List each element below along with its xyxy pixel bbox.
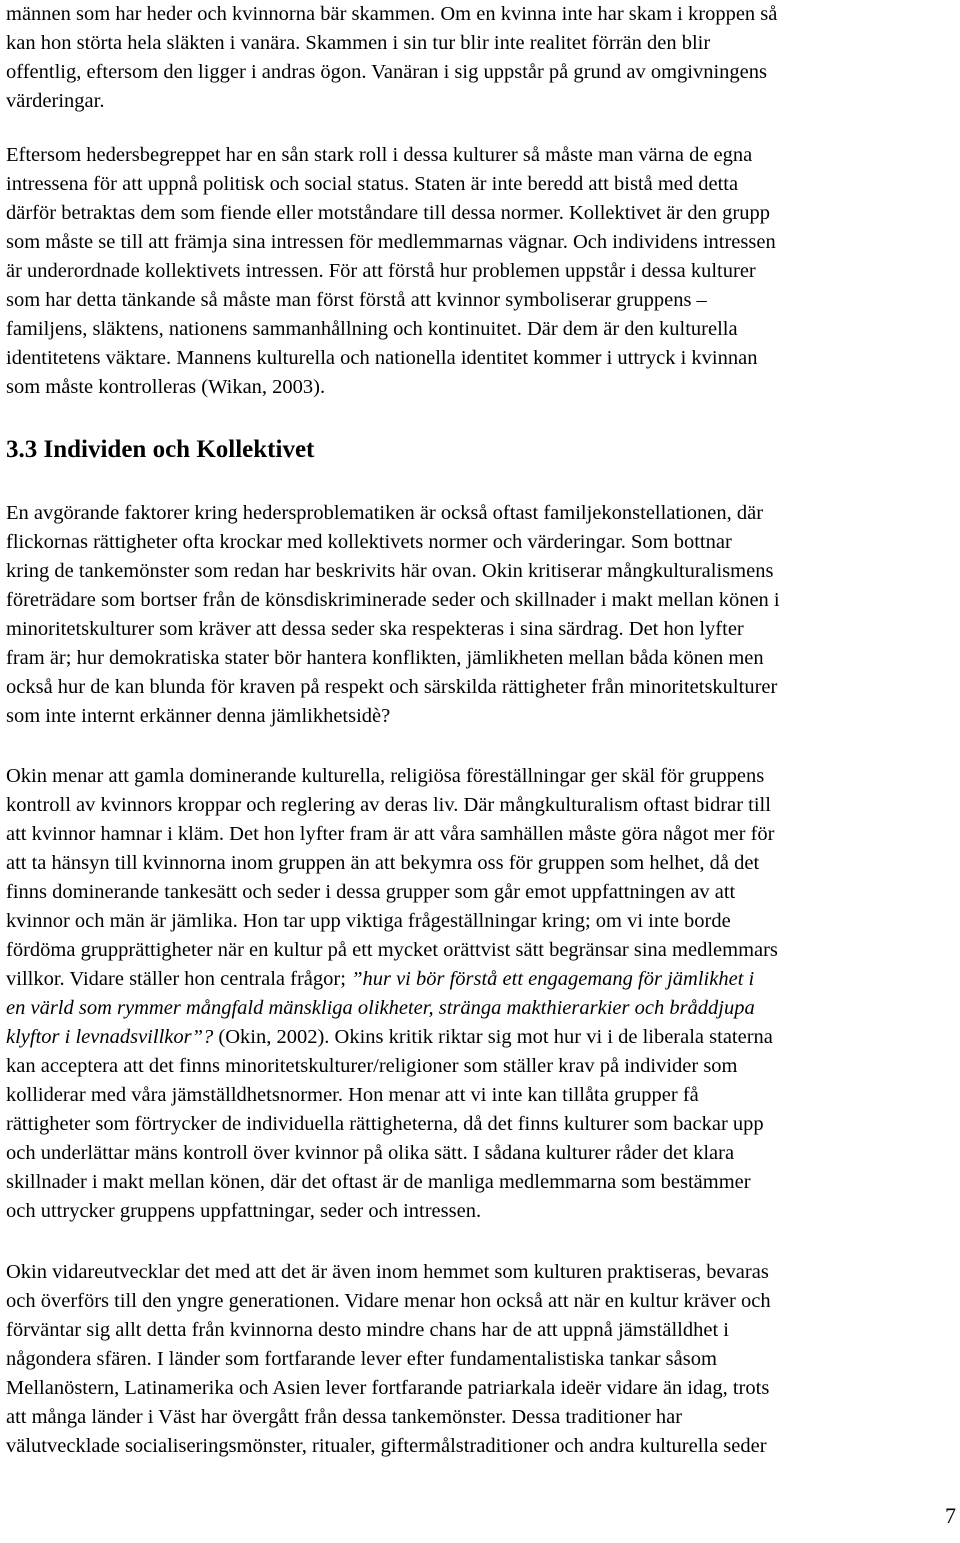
text-line: att kvinnor hamnar i kläm. Det hon lyfter fram är att våra samhällen måste göra något mer för <box>6 823 775 845</box>
text-line: finns dominerande tankesätt och seder i dessa grupper som går emot uppfattningen av att <box>6 881 736 903</box>
text-line: värderingar. <box>6 90 105 112</box>
text-line: kan acceptera att det finns minoritetskulturer/religioner som ställer krav på individer som <box>6 1055 738 1077</box>
text-segment: villkor. Vidare ställer hon centrala frågor; <box>6 968 352 990</box>
text-line: Okin menar att gamla dominerande kulturella, religiösa föreställningar ger skäl för gruppens <box>6 765 765 787</box>
text-line: är underordnade kollektivets intressen. För att förstå hur problemen uppstår i dessa kulturer <box>6 260 756 282</box>
text-line: som måste se till att främja sina intressen för medlemmarnas vägnar. Och individens intressen <box>6 231 776 253</box>
text-line: skillnader i makt mellan könen, där det oftast är de manliga medlemmarna som bestämmer <box>6 1171 751 1193</box>
page-number: 7 <box>945 1503 956 1528</box>
text-line: förväntar sig allt detta från kvinnorna desto mindre chans har de att uppnå jämställdhet i <box>6 1319 729 1341</box>
paragraph-5 <box>6 1258 771 1461</box>
text-line: rättigheter som förtrycker de individuella rättigheterna, då det finns kulturer som backar upp <box>6 1113 764 1135</box>
text-line: och överförs till den yngre generationen. Vidare menar hon också att när en kultur kräver och <box>6 1290 771 1312</box>
italic-quote: klyftor i levnadsvillkor”? <box>6 1026 214 1048</box>
text-line-mixed <box>6 965 778 994</box>
text-segment: (Okin, 2002). Okins kritik riktar sig mot hur vi i de liberala staterna <box>213 1026 773 1048</box>
text-line: flickornas rättigheter ofta krockar med kollektivets normer och värderingar. Som bottnar <box>6 531 732 553</box>
text-line: minoritetskulturer som kräver att dessa seder ska respekteras i sina särdrag. Det hon lyfter <box>6 618 744 640</box>
italic-quote-line: en värld som rymmer mångfald mänskliga olikheter, stränga makthierarkier och bråddjupa <box>6 997 755 1019</box>
text-line: kontroll av kvinnors kroppar och reglering av deras liv. Där mångkulturalism oftast bidrar till <box>6 794 771 816</box>
section-heading: 3.3 Individen och Kollektivet <box>6 436 315 463</box>
text-line: företrädare som bortser från de könsdiskriminerade seder och skillnader i makt mellan könen i <box>6 589 780 611</box>
text-line: intressena för att uppnå politisk och social status. Staten är inte beredd att bistå med detta <box>6 173 739 195</box>
text-line: kvinnor och män är jämlika. Hon tar upp viktiga frågeställningar kring; om vi inte borde <box>6 910 731 932</box>
text-line: och uttrycker gruppens uppfattningar, seder och intressen. <box>6 1200 482 1222</box>
paragraph-3 <box>6 499 780 731</box>
text-line: Okin vidareutvecklar det med att det är även inom hemmet som kulturen praktiseras, bevaras <box>6 1261 769 1283</box>
text-line: identitetens väktare. Mannens kulturella och nationella identitet kommer i uttryck i kvinnan <box>6 347 758 369</box>
text-line: familjens, släktens, nationens sammanhållning och kontinuitet. Där dem är den kulturella <box>6 318 738 340</box>
text-line: välutvecklade socialiseringsmönster, ritualer, giftermålstraditioner och andra kulturella seder <box>6 1435 767 1457</box>
text-line: att ta hänsyn till kvinnorna inom gruppen än att bekymra oss för gruppen som helhet, då det <box>6 852 760 874</box>
text-line: någondera sfären. I länder som fortfarande lever efter fundamentalistiska tankar såsom <box>6 1348 717 1370</box>
text-line: Mellanöstern, Latinamerika och Asien lever fortfarande patriarkala ideër vidare än idag, trots <box>6 1377 770 1399</box>
text-line: männen som har heder och kvinnorna bär skammen. Om en kvinna inte har skam i kroppen så <box>6 3 778 25</box>
paragraph-1 <box>6 0 777 116</box>
text-line: kan hon störta hela släkten i vanära. Skammen i sin tur blir inte realitet förrän den blir <box>6 32 711 54</box>
text-line: att många länder i Väst har övergått från dessa tankemönster. Dessa traditioner har <box>6 1406 683 1428</box>
text-line: som inte internt erkänner denna jämlikhetsidè? <box>6 705 391 727</box>
text-line: kolliderar med våra jämställdhetsnormer. Hon menar att vi inte kan tillåta grupper få <box>6 1084 699 1106</box>
text-line: fördöma grupprättigheter när en kultur på ett mycket orättvist sätt begränsar sina medlemmars <box>6 939 778 961</box>
paragraph-4 <box>6 762 778 1226</box>
text-line: och underlättar mäns kontroll över kvinnor på olika sätt. I sådana kulturer råder det klara <box>6 1142 735 1164</box>
text-line: som har detta tänkande så måste man först förstå att kvinnor symboliserar gruppens – <box>6 289 707 311</box>
text-line: En avgörande faktorer kring hedersproblematiken är också oftast familjekonstellationen, där <box>6 502 764 524</box>
paragraph-2 <box>6 141 776 402</box>
text-line: fram är; hur demokratiska stater bör hantera konflikten, jämlikheten mellan båda könen men <box>6 647 764 669</box>
text-line: offentlig, eftersom den ligger i andras ögon. Vanäran i sig uppstår på grund av omgivningens <box>6 61 767 83</box>
text-line: därför betraktas dem som fiende eller motståndare till dessa normer. Kollektivet är den grupp <box>6 202 770 224</box>
text-line: kring de tankemönster som redan har beskrivits här ovan. Okin kritiserar mångkulturalismens <box>6 560 774 582</box>
italic-quote: ”hur vi bör förstå ett engagemang för jämlikhet i <box>351 968 755 990</box>
text-line: som måste kontrolleras (Wikan, 2003). <box>6 376 326 398</box>
text-line-mixed <box>6 1023 778 1052</box>
text-line: också hur de kan blunda för kraven på respekt och särskilda rättigheter från minoritetskulturer <box>6 676 778 698</box>
text-line: Eftersom hedersbegreppet har en sån stark roll i dessa kulturer så måste man värna de egna <box>6 144 753 166</box>
